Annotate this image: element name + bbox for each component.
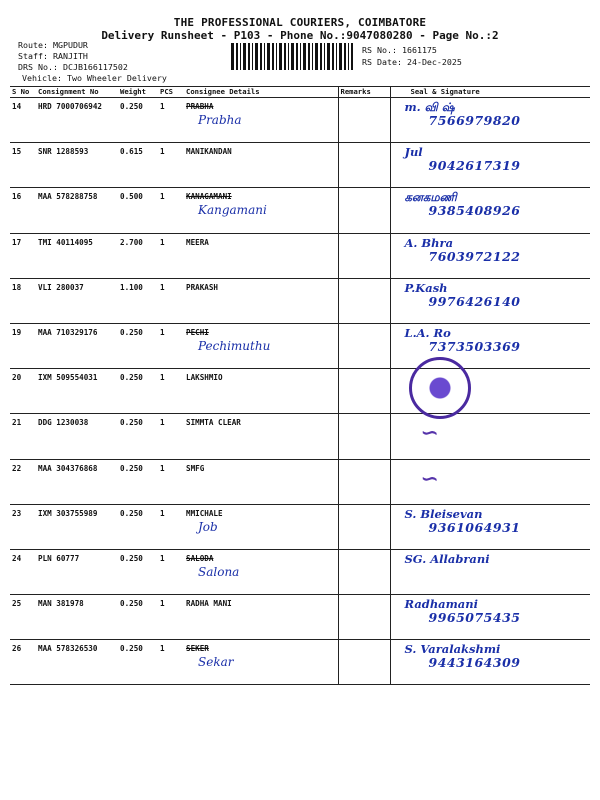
row-consignment: MAN 381978 [36,595,118,640]
table-header-row [10,87,590,98]
barcode-bar [300,43,301,70]
col-seal: Seal & Signature [390,87,590,98]
stamp-scribble: ∽ [420,420,439,447]
row-sno: 23 [10,504,36,549]
barcode-bar [272,43,274,70]
row-consignment: IXM 303755989 [36,504,118,549]
handwritten-name: Sekar [198,655,234,670]
row-seal-signature [390,143,590,188]
table-row [10,369,590,414]
row-seal-signature [390,98,590,143]
col-sno: S No [10,87,36,98]
vehicle-text: Vehicle: Two Wheeler Delivery [22,73,167,83]
consignee-name: PRABHA [186,102,214,111]
row-consignment: PLN 60777 [36,549,118,594]
row-seal-signature [390,549,590,594]
row-consignment: VLI 280037 [36,278,118,323]
row-consignee [184,549,338,594]
row-weight: 0.250 [118,549,158,594]
stamp-scribble: ∽ [420,465,439,492]
table-row [10,414,590,459]
row-consignment: IXM 509554031 [36,369,118,414]
row-consignment: DDG 1230038 [36,414,118,459]
handwritten-name: Prabha [198,113,242,127]
barcode-bar [288,43,289,70]
row-weight: 0.250 [118,459,158,504]
row-consignment: MAA 578288758 [36,188,118,233]
row-sno: 18 [10,278,36,323]
barcode-bar [248,43,250,70]
receiver-phone: 7603972122 [428,248,521,264]
handwritten-name: Job [198,519,218,534]
barcode-bar [336,43,337,70]
table-row [10,143,590,188]
signature: m. வி ஷ் 7566979820 [404,100,521,128]
row-seal-signature [390,595,590,640]
row-remarks [338,98,390,143]
row-remarks [338,595,390,640]
row-sno: 24 [10,549,36,594]
row-remarks [338,188,390,233]
consignee-name: SEKER [186,644,209,654]
row-consignee [184,323,338,368]
barcode-bar [339,43,342,70]
row-remarks [338,143,390,188]
row-pcs: 1 [158,595,184,640]
consignee-name: PRAKASH [186,282,219,292]
consignee-name: MEERA [186,237,209,247]
table-row [10,595,590,640]
col-consignment: Consignment No [36,87,118,98]
row-consignee [184,233,338,278]
barcode-bar [236,43,238,70]
row-consignee [184,459,338,504]
runsheet-table [10,86,590,685]
row-sno: 22 [10,459,36,504]
row-weight: 0.250 [118,640,158,685]
table-row [10,459,590,504]
row-consignee [184,640,338,685]
row-seal-signature [390,369,590,414]
row-remarks [338,459,390,504]
row-pcs: 1 [158,549,184,594]
barcode-bar [243,43,246,70]
receiver-phone: 9385408926 [428,203,521,219]
table-row [10,278,590,323]
signature: P.Kash 9976426140 [404,280,521,309]
consignee-name: KANAGAMANI [186,192,232,202]
row-remarks [338,414,390,459]
company-title: THE PROFESSIONAL COURIERS, COIMBATORE [173,16,427,29]
row-consignment: MAA 304376868 [36,459,118,504]
barcode-image [231,43,353,70]
row-consignment: TMI 40114095 [36,233,118,278]
barcode-bar [348,43,349,70]
handwritten-name: Salona [198,564,240,579]
signature: Radhamani 9965075435 [404,597,521,626]
row-weight: 0.250 [118,414,158,459]
receiver-phone: 9042617319 [428,158,521,174]
row-remarks [338,323,390,368]
consignee-name: SALODA [186,553,214,563]
row-sno: 14 [10,98,36,143]
table-row [10,640,590,685]
table-row [10,323,590,368]
handwritten-name: Pechimuthu [198,338,271,353]
row-sno: 16 [10,188,36,233]
row-consignee [184,98,338,143]
row-weight: 0.250 [118,595,158,640]
receiver-phone: 9443164309 [428,655,521,671]
table-row [10,549,590,594]
row-seal-signature [390,233,590,278]
table-row [10,188,590,233]
barcode-bar [320,43,322,70]
consignee-name: MMICHALE [186,508,223,518]
barcode-bar [312,43,313,70]
barcode-bar [303,43,306,70]
col-consignee: Consignee Details [184,87,338,98]
row-consignee [184,369,338,414]
route-text: Route: MGPUDUR [18,40,88,50]
signature: SG. Allabrani [404,551,490,566]
row-weight: 0.500 [118,188,158,233]
runsheet-subtitle: Delivery Runsheet - P103 - Phone No.:9047080280 - Page No.:2 [101,29,499,42]
col-weight: Weight [118,87,158,98]
row-weight: 0.250 [118,323,158,368]
handwritten-name: Kangamani [198,203,267,218]
row-consignment: SNR 1288593 [36,143,118,188]
col-pcs: PCS [158,87,184,98]
barcode-bar [327,43,330,70]
row-seal-signature [390,459,590,504]
row-weight: 0.250 [118,98,158,143]
barcode-bar [255,43,258,70]
barcode-bar [291,43,294,70]
staff-text: Staff: RANJITH [18,51,88,61]
col-remarks: Remarks [338,87,390,98]
row-consignee [184,595,338,640]
signature: Jul 9042617319 [404,145,521,174]
signature: S. Bleisevan 9361064931 [404,506,521,535]
row-seal-signature [390,278,590,323]
row-remarks [338,278,390,323]
barcode-bar [324,43,325,70]
receiver-phone: 9976426140 [428,293,521,309]
signature: L.A. Ro 7373503369 [404,325,521,354]
barcode-bar [240,43,241,70]
consignee-name: SIMMTA CLEAR [186,418,241,428]
barcode-bar [264,43,265,70]
row-pcs: 1 [158,640,184,685]
row-remarks [338,504,390,549]
row-consignee [184,504,338,549]
row-sno: 19 [10,323,36,368]
table-row [10,233,590,278]
row-pcs: 1 [158,369,184,414]
row-sno: 15 [10,143,36,188]
row-weight: 2.700 [118,233,158,278]
row-remarks [338,640,390,685]
row-consignee [184,414,338,459]
row-seal-signature [390,504,590,549]
seal-stamp [409,357,471,419]
row-sno: 20 [10,369,36,414]
barcode-bar [284,43,286,70]
row-pcs: 1 [158,504,184,549]
row-sno: 25 [10,595,36,640]
row-seal-signature [390,640,590,685]
barcode-bar [315,43,318,70]
row-remarks [338,549,390,594]
row-sno: 26 [10,640,36,685]
barcode-bar [279,43,282,70]
receiver-phone: 7566979820 [428,113,521,128]
row-pcs: 1 [158,459,184,504]
row-weight: 0.250 [118,504,158,549]
drs-number: DRS No.: DCJB166117502 [18,62,128,72]
barcode-bar [308,43,310,70]
barcode-bar [260,43,262,70]
consignee-name: LAKSHMIO [186,373,223,383]
row-weight: 0.250 [118,369,158,414]
row-seal-signature [390,323,590,368]
barcode-bar [344,43,346,70]
row-consignment: HRD 7000706942 [36,98,118,143]
consignee-name: PECHI [186,327,209,337]
barcode-bar [276,43,277,70]
receiver-phone: 9361064931 [428,519,521,535]
row-remarks [338,233,390,278]
consignee-name: SMFG [186,463,205,473]
row-consignee [184,278,338,323]
row-consignment: MAA 710329176 [36,323,118,368]
rs-date: RS Date: 24-Dec-2025 [362,57,462,67]
row-pcs: 1 [158,278,184,323]
barcode-bar [267,43,270,70]
rs-number: RS No.: 1661175 [362,45,437,55]
receiver-phone: 9965075435 [428,610,521,626]
row-consignee [184,188,338,233]
table-row [10,504,590,549]
row-weight: 1.100 [118,278,158,323]
barcode-bar [296,43,298,70]
signature: S. Varalakshmi 9443164309 [404,642,521,671]
signature: கனகமணி 9385408926 [404,190,521,219]
row-consignment: MAA 578326530 [36,640,118,685]
row-sno: 17 [10,233,36,278]
barcode-bar [252,43,253,70]
row-consignee [184,143,338,188]
row-weight: 0.615 [118,143,158,188]
row-pcs: 1 [158,323,184,368]
table-row [10,98,590,143]
row-sno: 21 [10,414,36,459]
barcode-bar [231,43,234,70]
barcode-bar [351,43,353,70]
consignee-name: MANIKANDAN [186,147,232,157]
row-remarks [338,369,390,414]
row-seal-signature [390,414,590,459]
receiver-phone: 7373503369 [428,338,521,354]
row-seal-signature [390,188,590,233]
row-pcs: 1 [158,98,184,143]
consignee-name: RADHA MANI [186,599,232,609]
barcode-bar [332,43,334,70]
row-pcs: 1 [158,233,184,278]
signature: A. Bhra 7603972122 [404,235,521,264]
row-pcs: 1 [158,143,184,188]
row-pcs: 1 [158,188,184,233]
row-pcs: 1 [158,414,184,459]
